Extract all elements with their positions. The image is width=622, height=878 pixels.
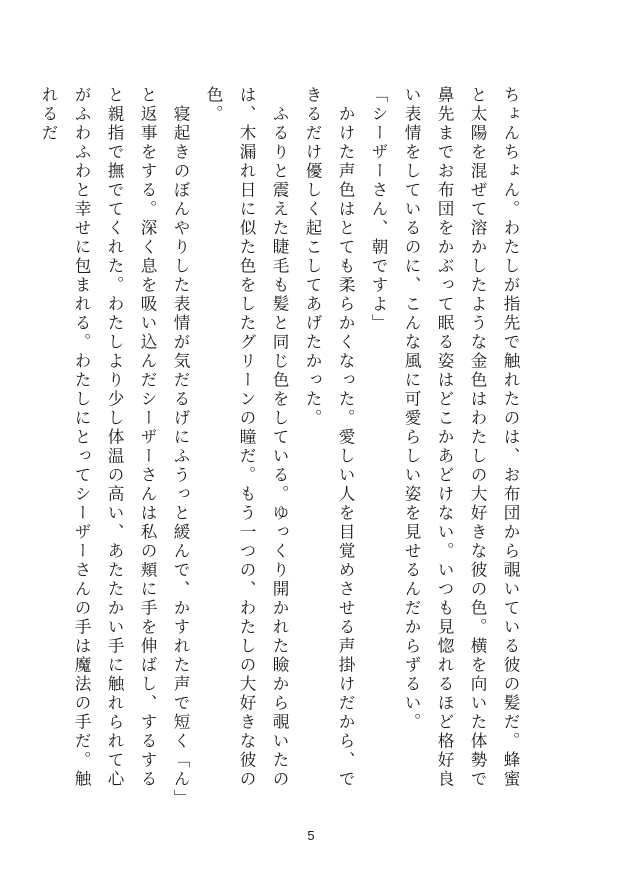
paragraph-3: かけた声色はとても柔らかくなった。愛しい人を目覚めさせる声掛けだから、できるだけ優しく起こしてあげたかった。 (303, 86, 355, 789)
page-number: 5 (307, 828, 315, 843)
vertical-text-block (39, 86, 527, 806)
paragraph-5: 寝起きのぼんやりした表情が気だるげにふうっと緩んで、かすれた声で短く「ん」と返事をする。深く息を吸い込んだシーザーさんは私の頬に手を伸ばし、するすると親指で撫でてくれた。わたしより少し体温の高い、あたたかい手に触れられて心がふわふわと幸せに包まれる。わたしにとってシーザーさんの手は魔法の手だ。触れるだ (39, 86, 190, 800)
paragraph-2-dialogue: 「シーザーさん、朝ですよ」 (369, 86, 388, 333)
paragraph-1: ちょんちょん。わたしが指先で触れたのは、お布団から覗いている彼の髪だ。蜂蜜と太陽を混ぜて溶かしたような金色はわたしの大好きな彼の色。横を向いた体勢で鼻先までお布団をかぶって眠る姿はどこかあどけない。いつも見惚れるほど格好良い表情をしているのに、こんな風に可愛らしい姿を見せるんだからずるい。 (402, 86, 520, 789)
paragraph-4: ふるりと震えた睫毛も髪と同じ色をしている。ゆっくり開かれた瞼から覗いたのは、木漏れ日に似た色をしたグリーンの瞳だ。もう一つの、わたしの大好きな彼の色。 (204, 86, 289, 789)
